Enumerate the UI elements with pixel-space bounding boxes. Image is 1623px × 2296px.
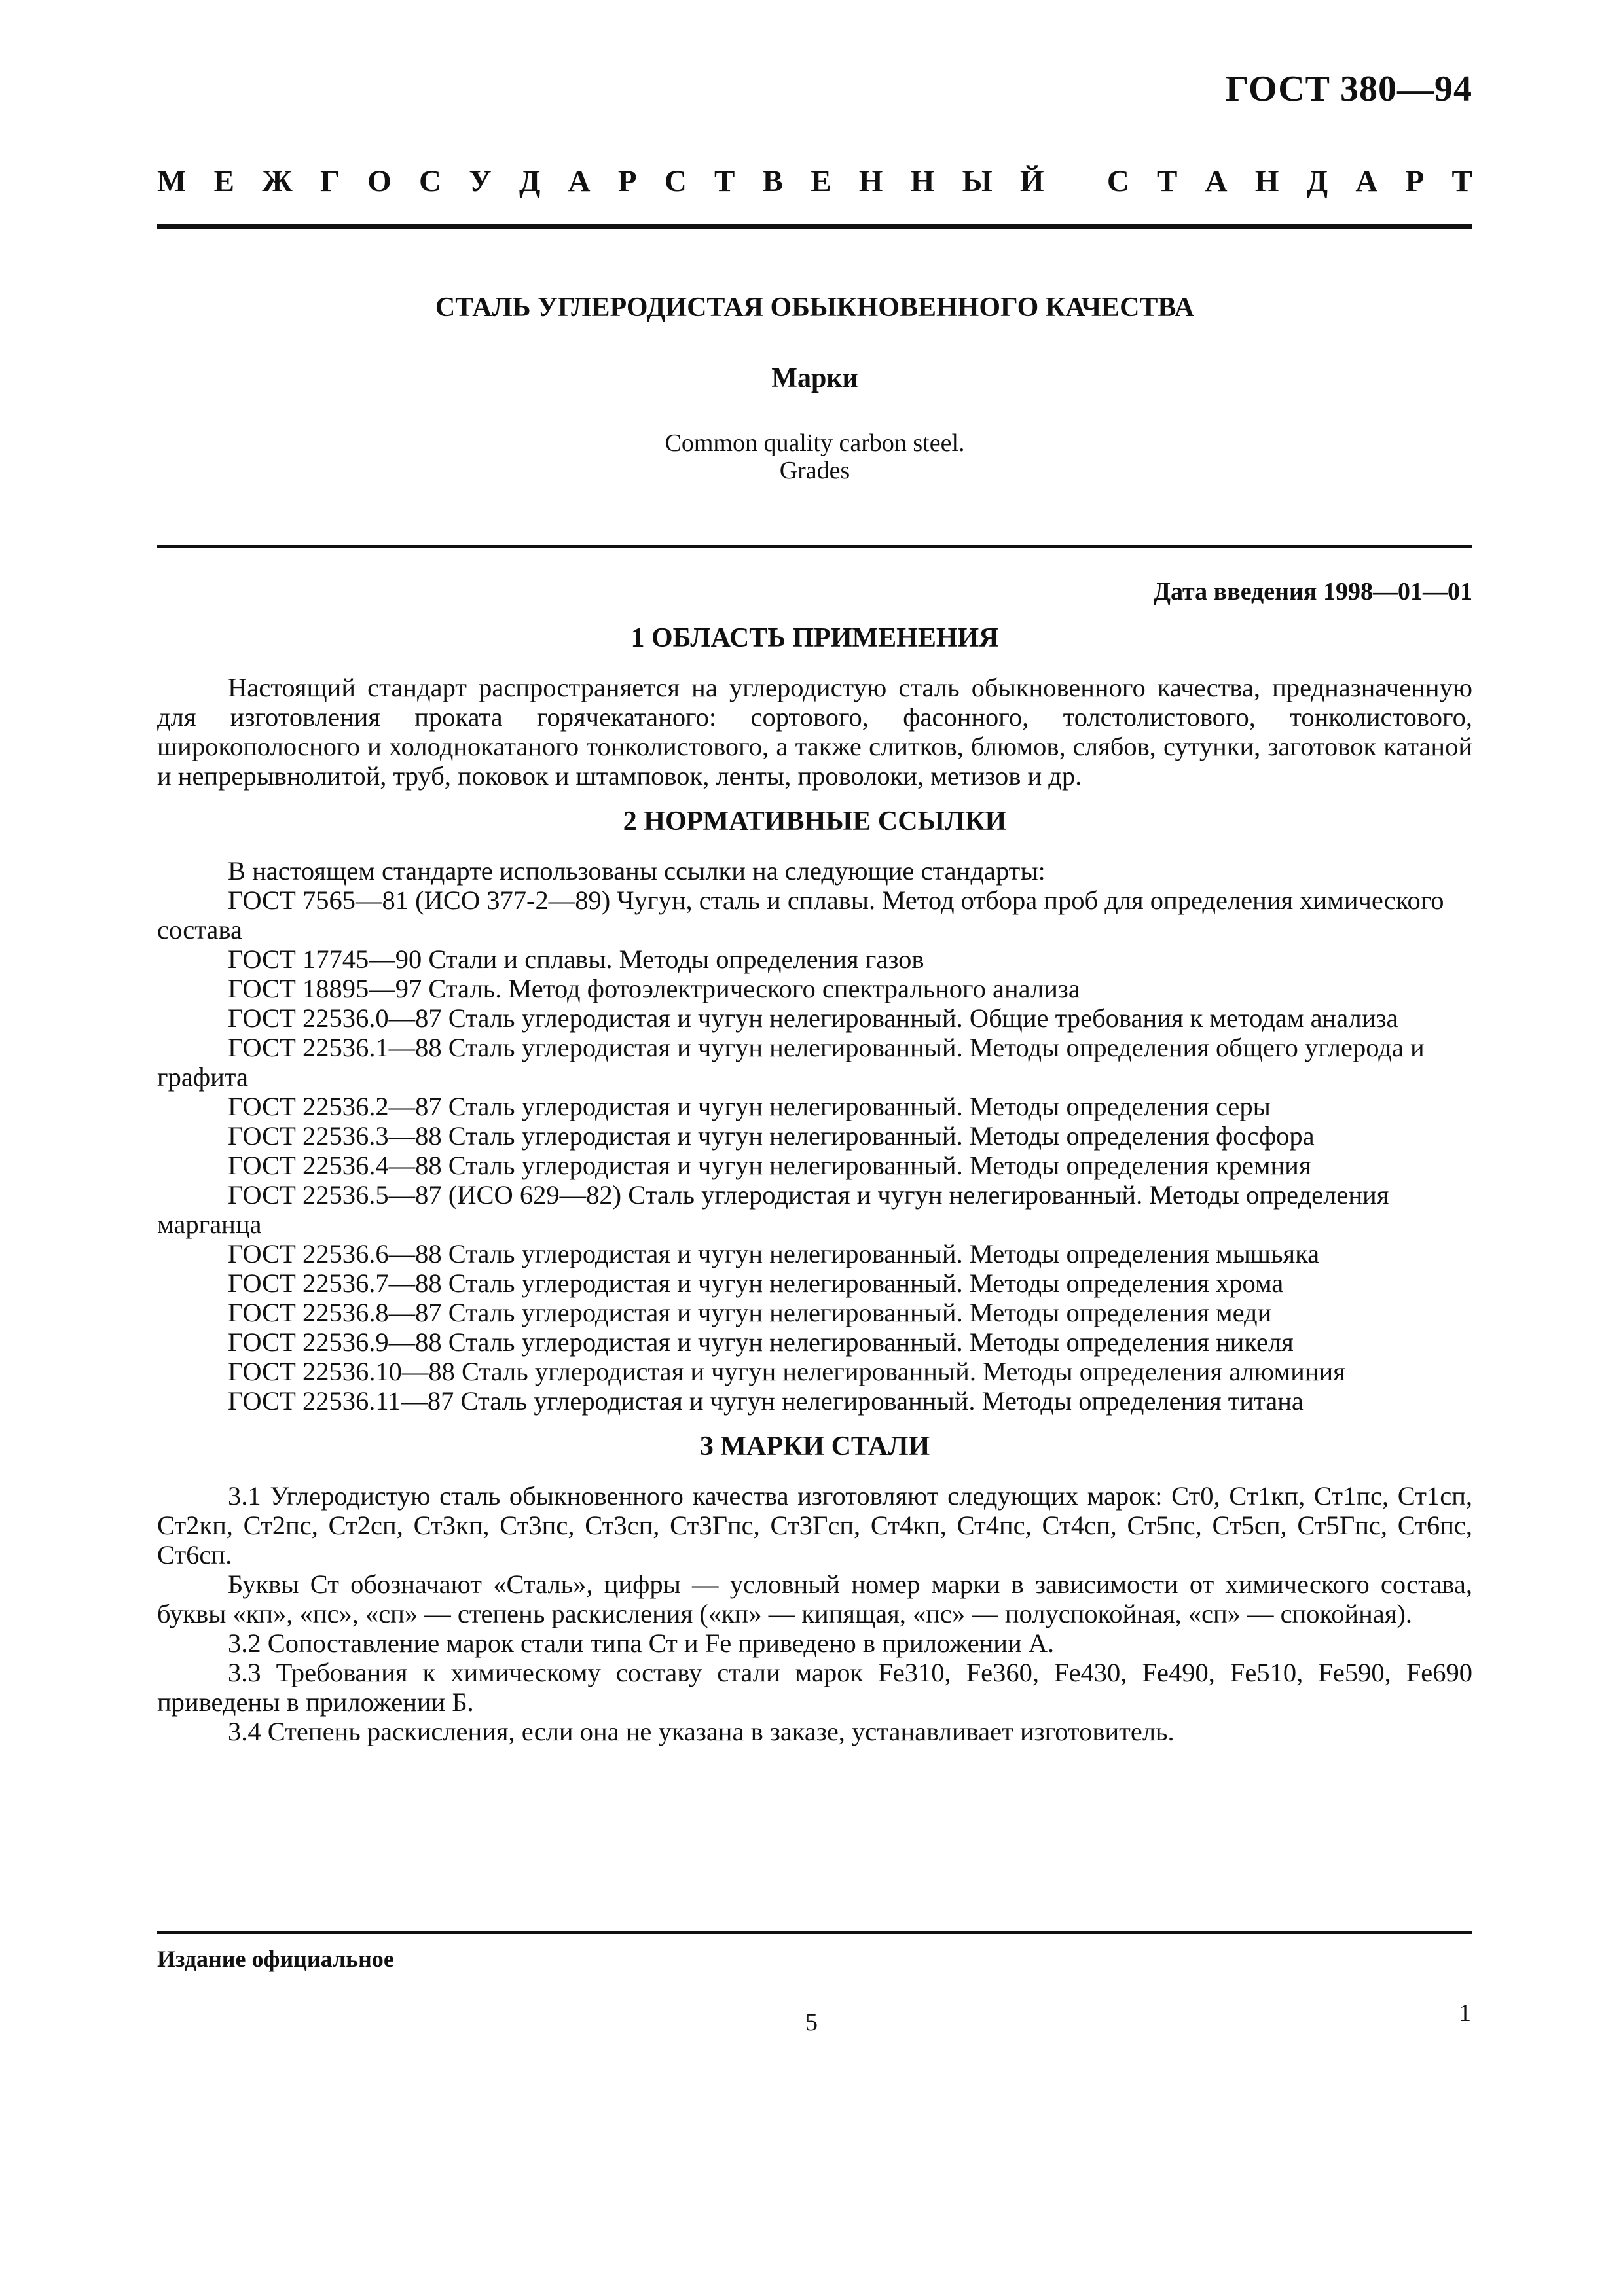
banner-letter: Т bbox=[714, 164, 735, 198]
english-title bbox=[157, 429, 1472, 484]
paragraph: В настоящем стандарте использованы ссылки на следующие стандарты: bbox=[228, 856, 1046, 886]
document-body bbox=[157, 622, 1472, 1746]
banner-letter: А bbox=[568, 164, 591, 198]
header-divider-thick bbox=[157, 224, 1472, 229]
paragraph: 3.2 Сопоставление марок стали типа Ст и Fe приведено в приложении А. bbox=[228, 1628, 1055, 1658]
english-title-line: Common quality carbon steel. bbox=[665, 429, 965, 457]
english-title-line: Grades bbox=[779, 457, 850, 484]
banner-letter: Т bbox=[1157, 164, 1178, 198]
reference-item: ГОСТ 22536.5—87 (ИСО 629—82) Сталь углеродистая и чугун нелегированный. Методы определения марганца bbox=[157, 1180, 1389, 1239]
reference-item: ГОСТ 22536.6—88 Сталь углеродистая и чугун нелегированный. Методы определения мышьяка bbox=[228, 1239, 1320, 1268]
reference-item: ГОСТ 17745—90 Стали и сплавы. Методы определения газов bbox=[228, 944, 924, 974]
banner-letter: М bbox=[157, 164, 187, 198]
banner-letter: Д bbox=[519, 164, 541, 198]
banner-letter: Н bbox=[858, 164, 883, 198]
official-edition-label: Издание официальное bbox=[157, 1946, 394, 1972]
banner-letter: Е bbox=[213, 164, 234, 198]
introduction-date: Дата введения 1998—01—01 bbox=[1153, 578, 1472, 605]
interstate-standard-banner bbox=[157, 164, 1472, 199]
banner-letter: О bbox=[367, 164, 392, 198]
banner-letter: С bbox=[419, 164, 441, 198]
banner-letter: А bbox=[1355, 164, 1378, 198]
section-heading: 2 НОРМАТИВНЫЕ ССЫЛКИ bbox=[623, 806, 1007, 836]
banner-letter: Н bbox=[1254, 164, 1279, 198]
banner-letter: Т bbox=[1451, 164, 1472, 198]
banner-letter: Д bbox=[1306, 164, 1328, 198]
banner-letter: Р bbox=[1405, 164, 1425, 198]
banner-letter: Ы bbox=[962, 164, 993, 198]
section-heading: 1 ОБЛАСТЬ ПРИМЕНЕНИЯ bbox=[630, 623, 999, 653]
reference-item: ГОСТ 22536.10—88 Сталь углеродистая и чугун нелегированный. Методы определения алюминия bbox=[228, 1357, 1345, 1386]
paragraph: 3.4 Степень раскисления, если она не указана в заказе, устанавливает изготовитель. bbox=[228, 1717, 1175, 1746]
document-title: СТАЛЬ УГЛЕРОДИСТАЯ ОБЫКНОВЕННОГО КАЧЕСТВА bbox=[435, 293, 1195, 323]
reference-item: ГОСТ 22536.7—88 Сталь углеродистая и чугун нелегированный. Методы определения хрома bbox=[228, 1268, 1284, 1298]
banner-letter: Г bbox=[320, 164, 340, 198]
paragraph: Буквы Ст обозначают «Сталь», цифры — условный номер марки в зависимости от химического состава, буквы «кп», «пс», «сп» — степень раскисления («кп» — кипящая, «пс» — полуспокойная, «сп» — спокойная). bbox=[157, 1570, 1472, 1628]
reference-item: ГОСТ 22536.1—88 Сталь углеродистая и чугун нелегированный. Методы определения общего углерода и графита bbox=[157, 1033, 1425, 1092]
banner-space bbox=[1072, 164, 1080, 199]
footer-divider bbox=[157, 1931, 1472, 1934]
page-number-center: 5 bbox=[805, 2009, 818, 2036]
document-subtitle: Марки bbox=[771, 363, 858, 393]
banner-letter: Й bbox=[1019, 164, 1044, 198]
reference-item: ГОСТ 22536.2—87 Сталь углеродистая и чугун нелегированный. Методы определения серы bbox=[228, 1092, 1271, 1121]
reference-item: ГОСТ 22536.0—87 Сталь углеродистая и чугун нелегированный. Общие требования к методам анализа bbox=[228, 1003, 1398, 1033]
page-number-right: 1 bbox=[1459, 2000, 1471, 2027]
banner-letter: В bbox=[762, 164, 784, 198]
reference-item: ГОСТ 7565—81 (ИСО 377-2—89) Чугун, сталь и сплавы. Метод отбора проб для определения химического состава bbox=[157, 886, 1444, 944]
paragraph: Настоящий стандарт распространяется на углеродистую сталь обыкновенного качества, предназначенную для изготовления проката горячекатаного: сортового, фасонного, толстолистового, тонколистового, широкополосного и холоднокатаного тонколистового, а также слитков, блюмов, слябов, сутунки, заготовок катаной и непрерывнолитой, труб, поковок и штамповок, ленты, проволоки, метизов и др. bbox=[157, 673, 1472, 791]
reference-item: ГОСТ 18895—97 Сталь. Метод фотоэлектрического спектрального анализа bbox=[228, 974, 1080, 1003]
reference-item: ГОСТ 22536.9—88 Сталь углеродистая и чугун нелегированный. Методы определения никеля bbox=[228, 1327, 1294, 1357]
banner-letter: Н bbox=[910, 164, 935, 198]
reference-item: ГОСТ 22536.8—87 Сталь углеродистая и чугун нелегированный. Методы определения меди bbox=[228, 1298, 1272, 1327]
banner-letter: С bbox=[664, 164, 687, 198]
reference-item: ГОСТ 22536.11—87 Сталь углеродистая и чугун нелегированный. Методы определения титана bbox=[228, 1386, 1304, 1416]
reference-list bbox=[157, 856, 1472, 1416]
reference-item: ГОСТ 22536.4—88 Сталь углеродистая и чугун нелегированный. Методы определения кремния bbox=[228, 1151, 1311, 1180]
paragraph: 3.3 Требования к химическому составу стали марок Fe310, Fe360, Fe430, Fe490, Fe510, Fe590, Fe690 приведены в приложении Б. bbox=[157, 1658, 1472, 1717]
paragraph: 3.1 Углеродистую сталь обыкновенного качества изготовляют следующих марок: Ст0, Ст1кп, Ст1пс, Ст1сп, Ст2кп, Ст2пс, Ст2сп, Ст3кп, Ст3пс, Ст3сп, Ст3Гпс, Ст3Гсп, Ст4кп, Ст4пс, Ст4сп, Ст5пс, Ст5сп, Ст5Гпс, Ст6пс, Ст6сп. bbox=[157, 1481, 1472, 1570]
banner-letter: Ж bbox=[262, 164, 293, 198]
banner-letter: Е bbox=[811, 164, 831, 198]
banner-letter: Р bbox=[617, 164, 637, 198]
title-divider bbox=[157, 545, 1472, 548]
document-code: ГОСТ 380—94 bbox=[1225, 69, 1472, 109]
reference-item: ГОСТ 22536.3—88 Сталь углеродистая и чугун нелегированный. Методы определения фосфора bbox=[228, 1121, 1315, 1151]
section-heading: 3 МАРКИ СТАЛИ bbox=[699, 1431, 930, 1462]
banner-letter: А bbox=[1205, 164, 1228, 198]
banner-letter: У bbox=[469, 164, 492, 198]
banner-letter: С bbox=[1106, 164, 1129, 198]
